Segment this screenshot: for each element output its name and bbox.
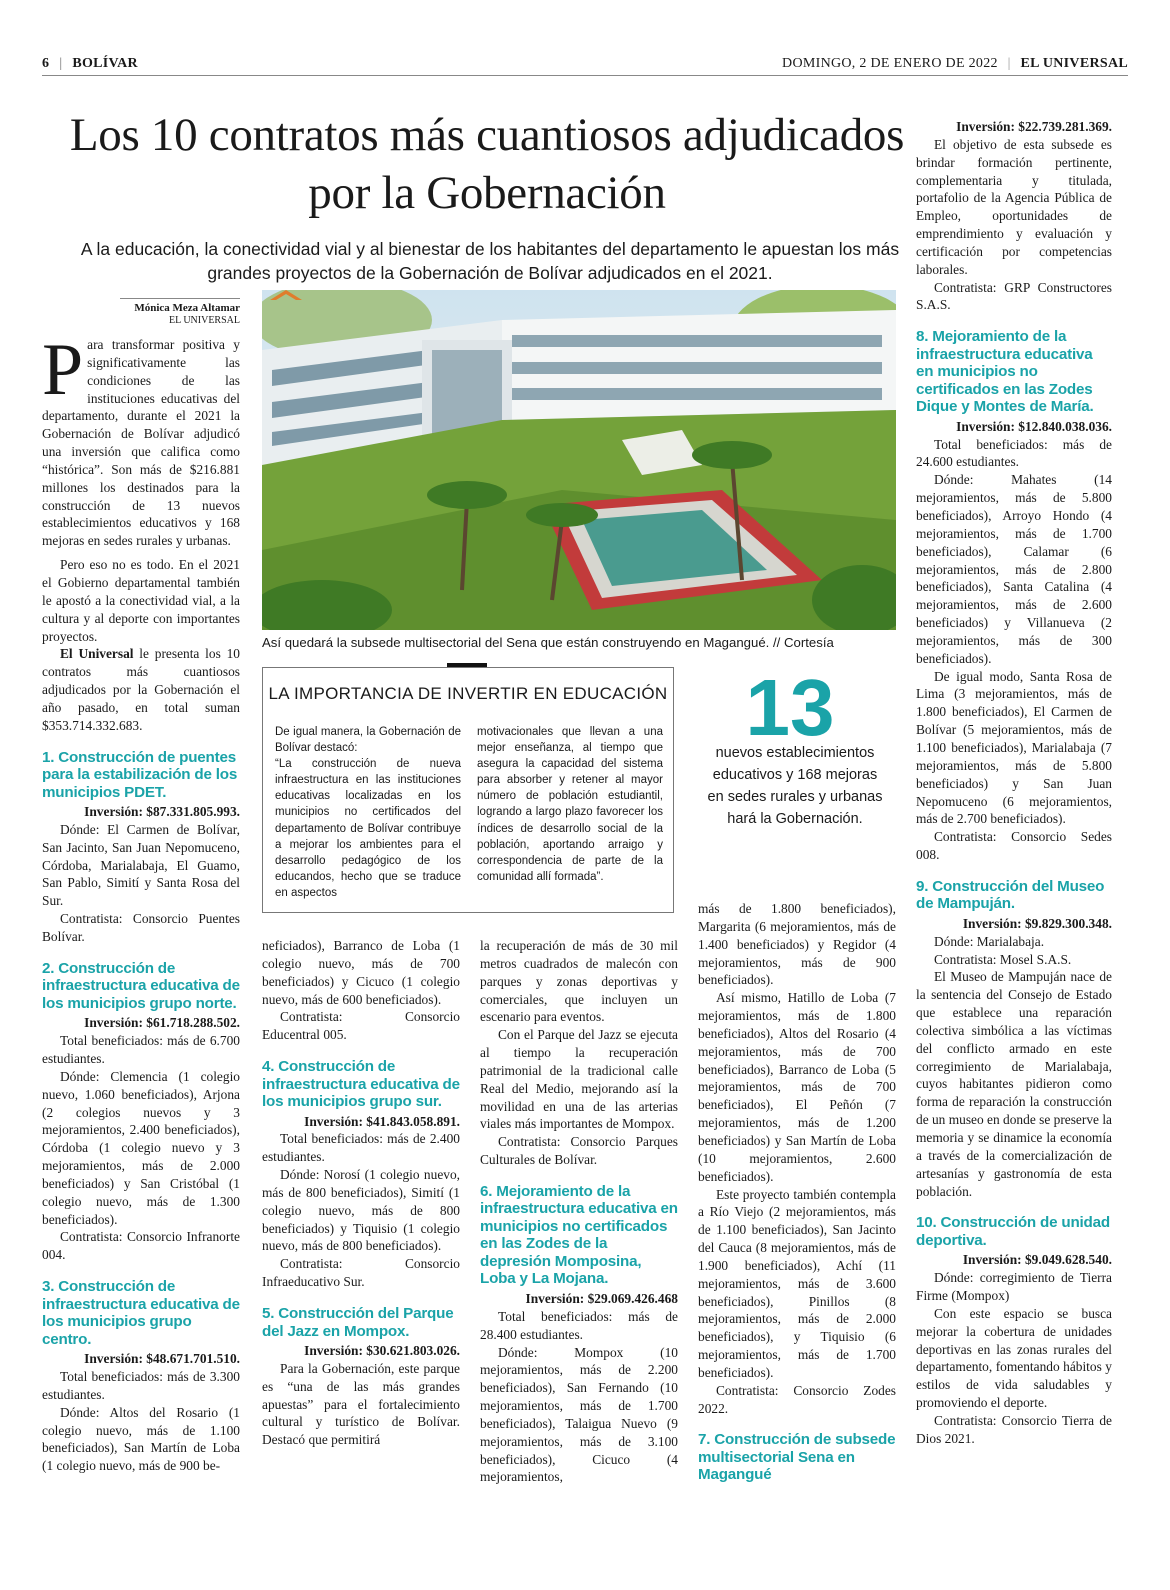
section-2-where: Dónde: Clemencia (1 colegio nuevo, 1.060 beneficiados), Arjona (2 colegios nuevos y 3 mejoramientos, 2.400 beneficiados), Córdoba (1 colegio nuevo y 3 mejoramientos, más de 2.000 beneficiados) y San Cristóbal (1 colegio nuevo, más de 1.300 beneficiados).: [42, 1068, 240, 1227]
column-4: [698, 900, 896, 1486]
header-divider-2: |: [1007, 56, 1011, 71]
article-photo: [262, 290, 896, 630]
info-box-right-column: motivacionales que llevan a una mejor enseñanza, al tiempo que asegura la capacidad del sistema para absorber y retener al mayor número de población estudiantil, logrando a largo plazo favorecer los índices de desarrollo social de la población, aportando arraigo y correspondencia de parte de la comunidad allí formada”.: [477, 726, 663, 883]
drop-cap: P: [42, 329, 84, 411]
section-9-text: El Museo de Mampuján nace de la sentencia del Consejo de Estado que establece una reparación colectiva simbólica a las víctimas del conflicto armado en este corregimiento de Marialabaja, cuyos habitantes pidieron como forma de reparación la construcción de un museo en donde se preserve la memoria y se dinamice la economía a través de la comercialización de artesanías y gastronomía de esta población.: [916, 969, 1112, 1199]
section-7-text: El objetivo de esta subsede es brindar formación pertinente, complementaria y titulada, portafolio de la Agencia Pública de Empleo, oportunidades de emprendimiento y evaluación y certificación por competencias laborales.: [916, 136, 1112, 277]
section-3-investment: Inversión: $48.671.701.510.: [84, 1351, 240, 1367]
section-4-where: Dónde: Norosí (1 colegio nuevo, más de 800 beneficiados), Simití (1 colegio nuevo, más de 800 beneficiados) y Tiquisio (1 colegio nuevo, más de 800 beneficiados).: [262, 1167, 460, 1254]
stat-text: nuevos establecimientos educativos y 168 mejoras en sedes rurales y urbanas hará la Gobernación.: [707, 745, 883, 827]
article-headline: Los 10 contratos más cuantiosos adjudicados por la Gobernación: [69, 109, 905, 219]
section-9-where: Dónde: Marialabaja.: [934, 933, 1045, 949]
section-3-where: Dónde: Altos del Rosario (1 colegio nuevo, más de 1.100 beneficiados), San Martín de Loba (1 colegio nuevo, más de 900 be-: [42, 1404, 240, 1474]
section-5-title: 5. Construcción del Parque del Jazz en Mompox.: [262, 1305, 454, 1340]
info-box: [262, 667, 674, 913]
section-6-paragraph-2: Así mismo, Hatillo de Loba (7 mejoramientos, más de 1.800 beneficiados), Altos del Rosario (4 mejoramientos, más de 700 beneficiados), Barranco de Loba (5 mejoramientos, más de 700 beneficiados), El Peñón (7 mejoramientos, más de 1.200 beneficiados) y San Martín de Loba (10 mejoramientos, 2.600 beneficiados).: [698, 990, 896, 1184]
section-4-investment: Inversión: $41.843.058.891.: [304, 1113, 460, 1129]
sena-building-rendering: [262, 290, 896, 630]
column-4-continuation: más de 1.800 beneficiados), Margarita (6 mejoramientos, más de 1.400 beneficiados) y Regidor (4 mejoramientos, más de 900 beneficiados).: [698, 901, 896, 988]
section-9-title: 9. Construcción del Museo de Mampuján.: [916, 877, 1105, 913]
section-7-title: 7. Construcción de subsede multisectorial Sena en Magangué: [698, 1431, 896, 1484]
info-box-left-column: De igual manera, la Gobernación de Bolívar destacó: “La construcción de nueva infraestructura en las instituciones educativas localizadas en los municipios no certificados del departamento de Bolívar contribuye a mejorar los ambientes para el desarrollo pedagógico de los educandos, hecho que se traduce en aspectos: [275, 726, 461, 899]
section-2-investment: Inversión: $61.718.288.502.: [84, 1015, 240, 1031]
header-divider: |: [59, 56, 63, 71]
section-6-paragraph-3: Este proyecto también contempla a Río Viejo (2 mejoramientos, más de 1.100 beneficiados), San Jacinto del Cauca (8 mejoramientos, más de 1.900 beneficiados), Achí (11 mejoramientos, más de 3.600 beneficiados), Pinillos (8 mejoramientos, más de 2.000 beneficiados), y Tiquisio (6 mejoramientos, más de 1.700 beneficiados).: [698, 1186, 896, 1380]
issue-date: DOMINGO, 2 DE ENERO DE 2022: [782, 56, 998, 71]
intro-text-1: ara transformar positiva y significativamente las condiciones de las instituciones educativas del departamento, durante el 2021 la Gobernación de Bolívar adjudicó una inversión que califica como “histórica”. Son más de $216.881 millones los destinados para la construcción de 13 nuevos establecimientos educativos y 168 mejoras en sedes rurales y urbanas.: [42, 337, 240, 549]
section-6-total: Total beneficiados: más de 28.400 estudiantes.: [480, 1308, 678, 1342]
section-6-contractor: Contratista: Consorcio Zodes 2022.: [698, 1382, 896, 1416]
section-1-title: 1. Construcción de puentes para la estabilización de los municipios PDET.: [42, 748, 238, 801]
column-3-continuation: la recuperación de más de 30 mil metros cuadrados de malecón con parques y zonas deportivas y comerciales, que incluyen un escenario para eventos.: [480, 938, 678, 1025]
byline-rule: [120, 298, 240, 299]
column-5: [916, 118, 1112, 1448]
section-4-contractor: Contratista: Consorcio Infraeducativo Sur.: [262, 1256, 460, 1290]
section-10-title: 10. Construcción de unidad deportiva.: [916, 1214, 1110, 1249]
section-10-investment: Inversión: $9.049.628.540.: [962, 1252, 1112, 1268]
section-5-text: Para la Gobernación, este parque es “una de las más grandes apuestas” para el fortalecimiento cultural y turístico de Bolívar. Destacó que permitirá: [262, 1360, 460, 1448]
stat-number: 13: [745, 663, 835, 752]
section-8-where: Dónde: Mahates (14 mejoramientos, más de 5.800 beneficiados), Arroyo Hondo (4 mejoramientos, más de 1.700 beneficiados), Calamar (6 mejoramientos, más de 2.800 beneficiados), Santa Catalina (4 mejoramientos, más de 2.600 beneficiados) y Villanueva (2 mejoramientos, más de 300 beneficiados).: [916, 472, 1112, 666]
section-10-contractor: Contratista: Consorcio Tierra de Dios 2021.: [916, 1412, 1112, 1446]
info-box-title: LA IMPORTANCIA DE INVERTIR EN EDUCACIÓN: [268, 684, 668, 703]
section-8-paragraph-2: De igual modo, Santa Rosa de Lima (3 mejoramientos, más de 1.800 beneficiados), El Carmen de Bolívar (5 mejoramientos, más de 1.100 beneficiados), Marialabaja (7 mejoramientos, más de 5.800 beneficiados) y San Juan Nepomuceno (6 mejoramientos, más de 2.700 beneficiados).: [916, 668, 1112, 827]
paper-name: EL UNIVERSAL: [1020, 56, 1128, 71]
photo-caption: Así quedará la subsede multisectorial del Sena que están construyendo en Magangué. // Cortesía: [262, 635, 834, 650]
section-2-total: Total beneficiados: más de 6.700 estudiantes.: [42, 1033, 240, 1066]
column-1: [42, 298, 240, 1475]
section-2-title: 2. Construcción de infraestructura educativa de los municipios grupo norte.: [42, 959, 240, 1012]
byline-author: Mónica Meza Altamar: [134, 302, 240, 314]
section-4-title: 4. Construcción de infraestructura educativa de los municipios grupo sur.: [262, 1058, 460, 1111]
section-3-contractor: Contratista: Consorcio Educentral 005.: [262, 1009, 460, 1043]
section-3-total: Total beneficiados: más de 3.300 estudiantes.: [42, 1368, 240, 1402]
section-8-title: 8. Mejoramiento de la infraestructura educativa en municipios no certificados en las Zodes Dique y Montes de María.: [916, 328, 1094, 416]
intro-paragraph-2: Pero eso no es todo. En el 2021 el Gobierno departamental también le apostó a la conectividad vial, a la cultura y al deporte con importantes proyectos.: [42, 557, 240, 644]
section-9-investment: Inversión: $9.829.300.348.: [962, 915, 1112, 931]
byline-outlet: EL UNIVERSAL: [168, 315, 240, 326]
page-header-right: [782, 56, 1128, 72]
intro-text-3: le presenta los 10 contratos más cuantiosos adjudicados por la Gobernación el año pasado, en total suman $353.714.332.683.: [42, 646, 240, 733]
section-10-text: Con este espacio se busca mejorar la cobertura de unidades deportivas en las zonas rurales del departamento, fomentando hábitos y estilos de vida saludables y promoviendo el deporte.: [916, 1305, 1112, 1411]
section-8-total: Total beneficiados: más de 24.600 estudiantes.: [916, 436, 1112, 470]
section-3-title: 3. Construcción de infraestructura educativa de los municipios grupo centro.: [42, 1278, 240, 1348]
section-7-contractor: Contratista: GRP Constructores S.A.S.: [916, 279, 1112, 313]
section-6-investment: Inversión: $29.069.426.468: [525, 1290, 678, 1306]
section-1-where: Dónde: El Carmen de Bolívar, San Jacinto, San Juan Nepomuceno, Córdoba, Marialabaja, El Guamo, San Pablo, Simití y Santa Rosa del Sur.: [42, 821, 240, 909]
section-9-contractor: Contratista: Mosel S.A.S.: [934, 951, 1072, 967]
section-4-total: Total beneficiados: más de 2.400 estudiantes.: [262, 1131, 460, 1165]
intro-paragraph-3: [42, 645, 240, 734]
section-8-contractor: Contratista: Consorcio Sedes 008.: [916, 829, 1112, 863]
section-5-contractor: Contratista: Consorcio Parques Culturales de Bolívar.: [480, 1134, 678, 1168]
column-2-continuation: neficiados), Barranco de Loba (1 colegio nuevo, más de 700 beneficiados) y Cicuco (1 colegio nuevo, más de 600 beneficiados).: [262, 938, 460, 1007]
section-1-contractor: Contratista: Consorcio Puentes Bolívar.: [42, 911, 240, 944]
section-6-where: Dónde: Mompox (10 mejoramientos, más de 2.200 beneficiados), San Fernando (10 mejoramientos, más de 1.700 beneficiados), Talaigua Nuevo (9 mejoramientos, más de 3.100 beneficiados), Cicuco (4 mejoramientos,: [480, 1344, 678, 1485]
column-2: [262, 937, 460, 1449]
header-rule: [42, 75, 1128, 76]
section-1-investment: Inversión: $87.331.805.993.: [84, 804, 240, 820]
section-2-contractor: Contratista: Consorcio Infranorte 004.: [42, 1229, 240, 1263]
section-5-text-2: Con el Parque del Jazz se ejecuta al tiempo la recuperación patrimonial de la tradicional calle Real del Medio, mejorando así la movilidad en una de las arterias viales más importantes de Mompox.: [480, 1027, 678, 1132]
page-header-left: [42, 56, 138, 72]
section-name: BOLÍVAR: [72, 56, 138, 71]
intro-paper-name: El Universal: [60, 646, 134, 662]
section-6-title: 6. Mejoramiento de la infraestructura educativa en municipios no certificados en las Zodes de la depresión Momposina, Loba y La Mojana.: [480, 1182, 678, 1288]
intro-paragraph-1: [42, 329, 240, 550]
column-3: [480, 937, 678, 1486]
section-5-investment: Inversión: $30.621.803.026.: [304, 1343, 460, 1358]
section-8-investment: Inversión: $12.840.038.036.: [956, 418, 1112, 434]
section-7-investment: Inversión: $22.739.281.369.: [956, 119, 1112, 134]
article-subheadline: A la educación, la conectividad vial y al bienestar de los habitantes del departamento le apuestan los más grandes proyectos de la Gobernación de Bolívar adjudicados en el 2021.: [80, 239, 900, 283]
page-number: 6: [42, 56, 50, 71]
section-10-where: Dónde: corregimiento de Tierra Firme (Mompox): [916, 1270, 1112, 1304]
